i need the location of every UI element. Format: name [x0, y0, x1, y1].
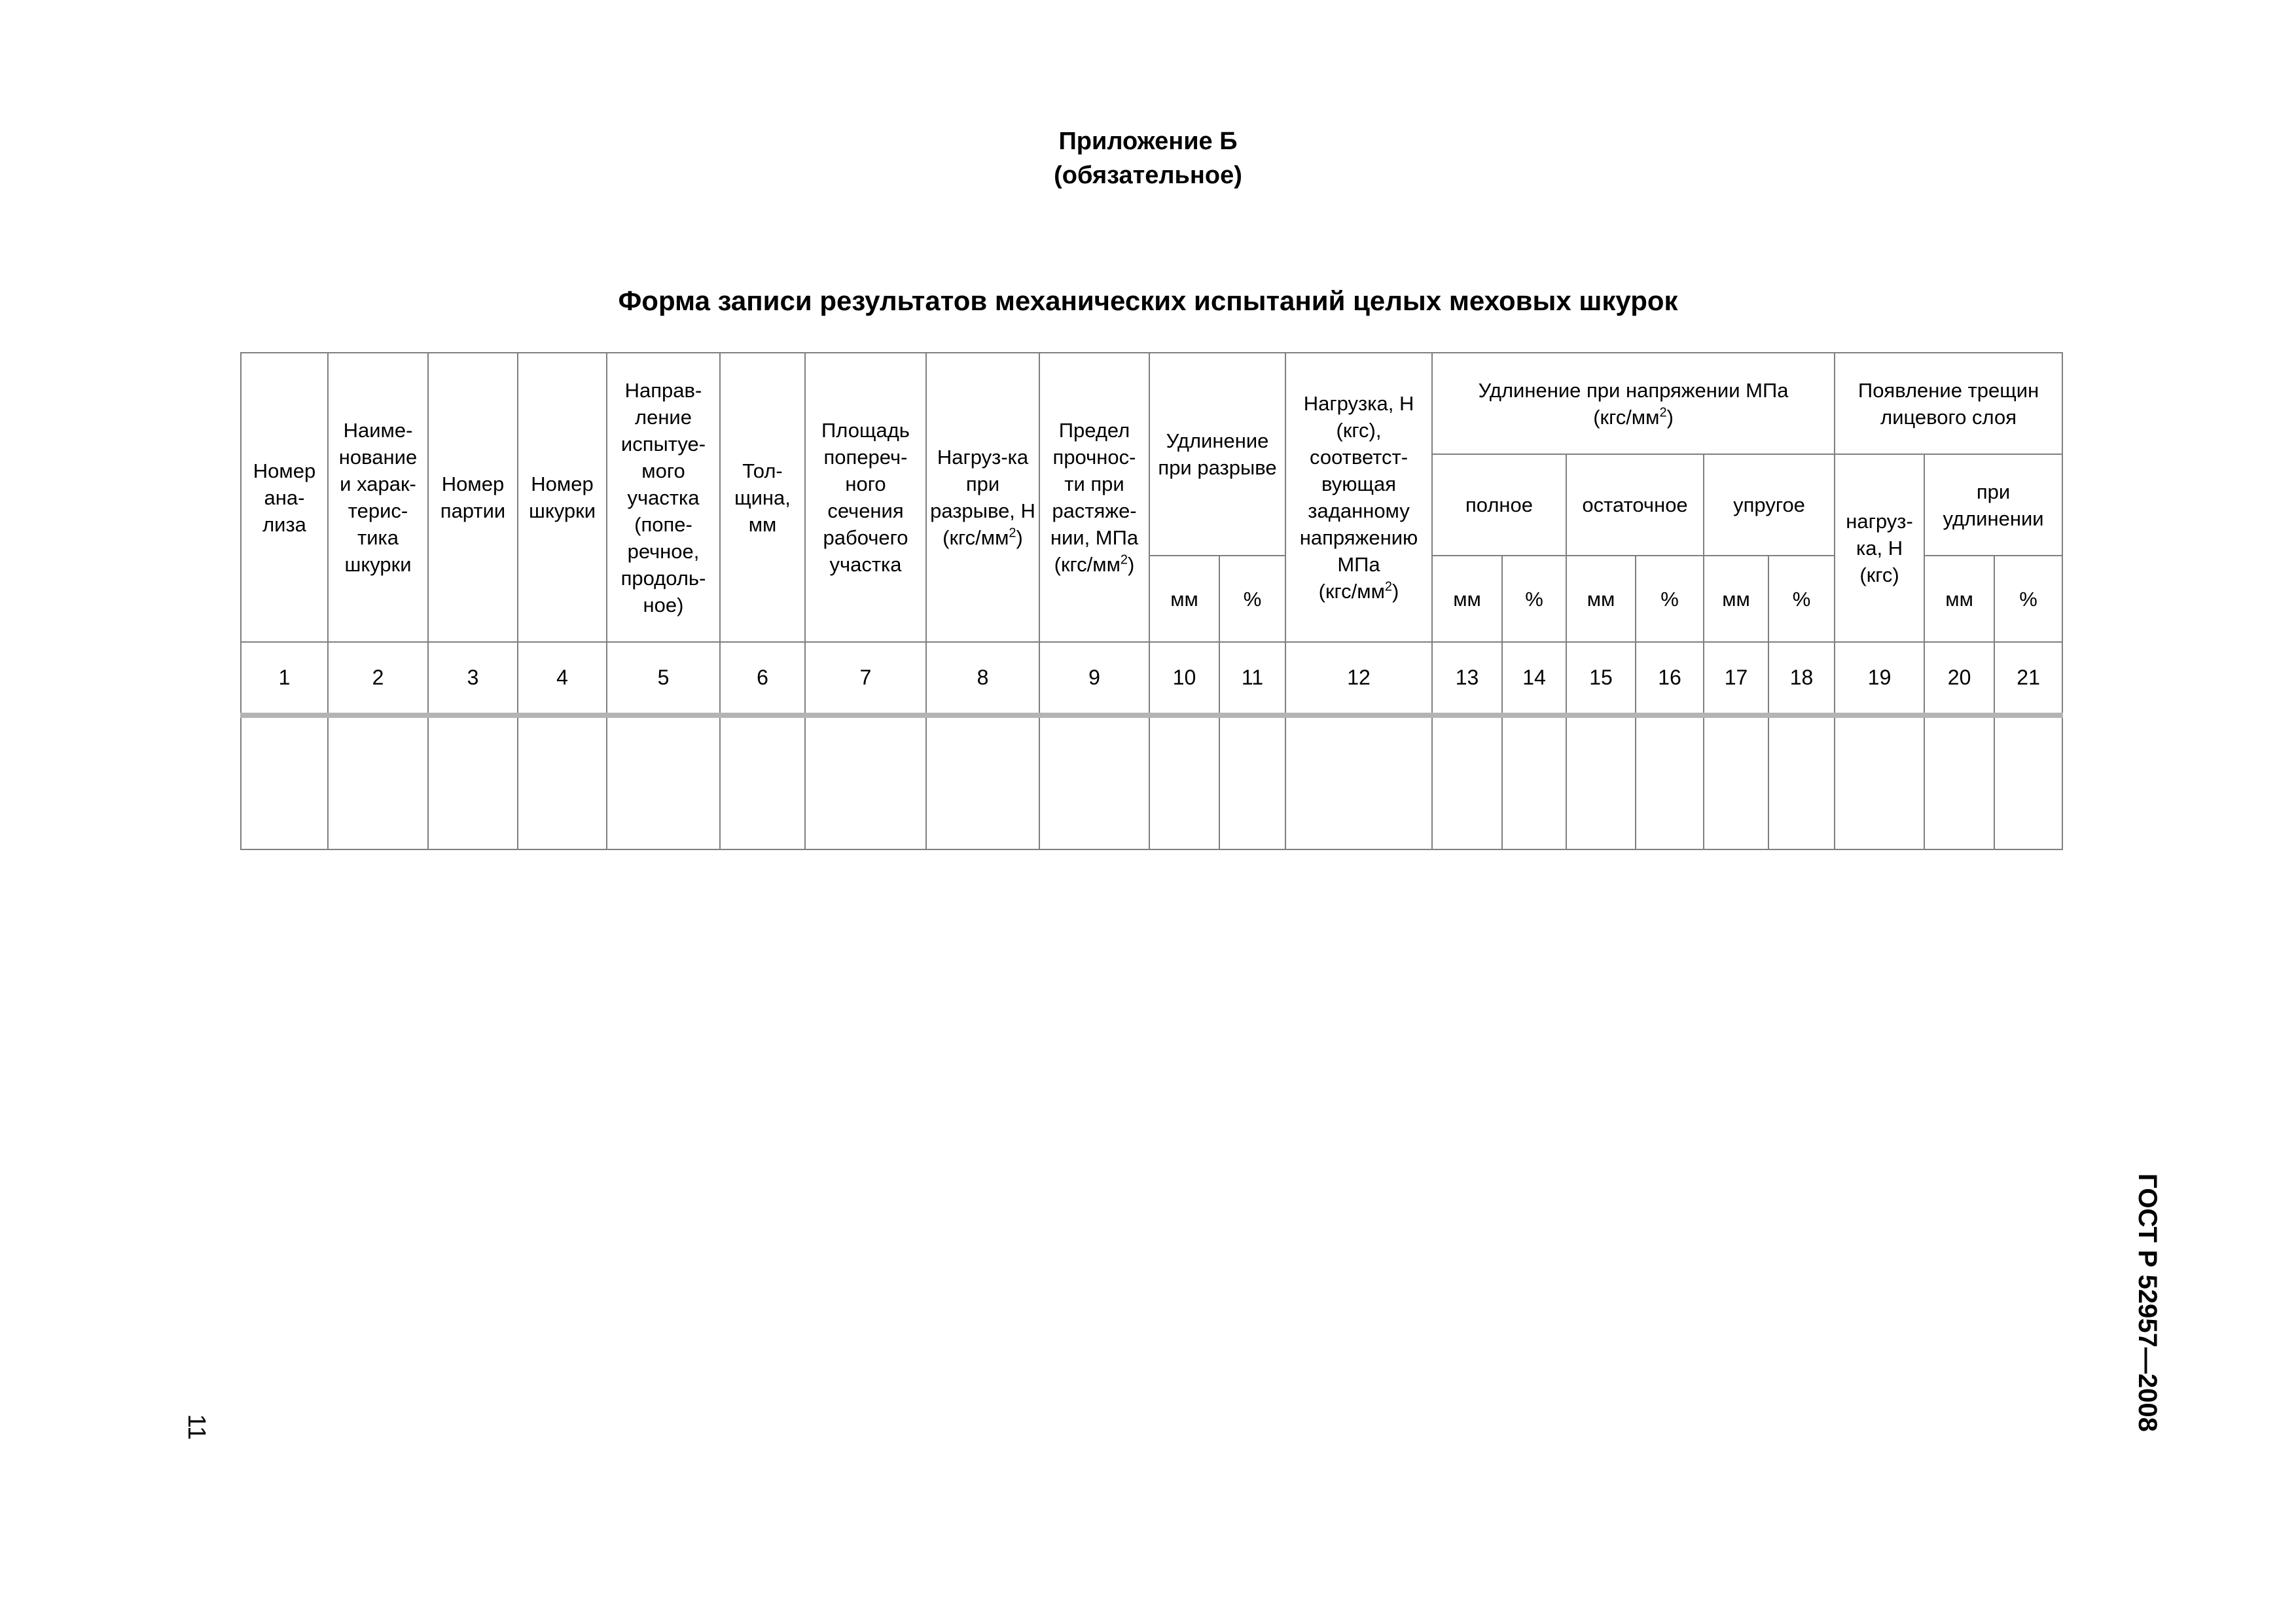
header-unit-percent: %: [1994, 556, 2062, 642]
column-number: 18: [1768, 642, 1835, 715]
close-paren: ): [1016, 526, 1023, 549]
header-elongation-at-stress-text: Удлинение при напряжении МПа: [1478, 378, 1789, 402]
close-paren: ): [1392, 580, 1399, 603]
data-cell: [1432, 715, 1502, 849]
data-cell: [1704, 715, 1768, 849]
standard-designation-text: ГОСТ Р 52957—2008: [2132, 1173, 2162, 1432]
data-cell: [1994, 715, 2062, 849]
data-cell: [518, 715, 607, 849]
form-title: Форма записи результатов механических испытаний целых меховых шкурок: [618, 285, 1678, 316]
column-number: 10: [1149, 642, 1219, 715]
standard-designation: [2121, 1165, 2173, 1440]
data-cell: [805, 715, 926, 849]
header-unit-mm: мм: [1149, 556, 1219, 642]
column-number: 6: [720, 642, 805, 715]
header-unit-percent: %: [1219, 556, 1285, 642]
data-cell: [1566, 715, 1636, 849]
test-results-form-table: [240, 352, 2063, 850]
data-cell: [1039, 715, 1149, 849]
empty-data-row: [241, 715, 2062, 849]
column-number: 16: [1636, 642, 1704, 715]
data-cell: [1502, 715, 1566, 849]
header-unit-mm: мм: [1432, 556, 1502, 642]
data-cell: [1768, 715, 1835, 849]
header-cross-section-area: Площадь попереч-ного сечения рабочего участка: [805, 353, 926, 642]
header-load-at-stress: [1285, 353, 1432, 642]
column-number: 7: [805, 642, 926, 715]
column-number: 1: [241, 642, 328, 715]
header-batch-number: Номер партии: [428, 353, 518, 642]
close-paren: ): [1128, 553, 1135, 576]
superscript-2: 2: [1659, 405, 1667, 420]
header-full: полное: [1432, 454, 1566, 556]
data-cell: [1285, 715, 1432, 849]
header-tensile-strength-text: Предел прочнос-ти при растяже-нии, МПа: [1050, 419, 1139, 549]
column-number: 14: [1502, 642, 1566, 715]
data-cell: [1835, 715, 1924, 849]
column-number: 2: [328, 642, 428, 715]
superscript-2: 2: [1384, 579, 1393, 594]
data-cell: [720, 715, 805, 849]
header-unit-percent: %: [1636, 556, 1704, 642]
header-skin-name: Наиме-нование и харак-терис-тика шкурки: [328, 353, 428, 642]
appendix-status: (обязательное): [1054, 162, 1242, 189]
header-unit-mm: мм: [1566, 556, 1636, 642]
data-cell: [241, 715, 328, 849]
header-analysis-number: Номер ана-лиза: [241, 353, 328, 642]
column-number: 20: [1924, 642, 1994, 715]
header-crack-load: нагруз-ка, Н (кгс): [1835, 454, 1924, 642]
column-number-row: [241, 642, 2062, 715]
header-breaking-load-unit: (кгс/мм: [942, 526, 1009, 549]
column-number: 12: [1285, 642, 1432, 715]
header-elongation-at-stress-unit: (кгс/мм: [1593, 405, 1660, 429]
data-cell: [1149, 715, 1219, 849]
header-breaking-load: [926, 353, 1039, 642]
header-unit-mm: мм: [1704, 556, 1768, 642]
data-cell: [428, 715, 518, 849]
data-cell: [1219, 715, 1285, 849]
header-face-layer-cracks: Появление трещин лицевого слоя: [1835, 353, 2062, 454]
header-load-at-stress-unit: (кгс/мм: [1318, 580, 1385, 603]
header-skin-number: Номер шкурки: [518, 353, 607, 642]
column-number: 13: [1432, 642, 1502, 715]
superscript-2: 2: [1120, 552, 1128, 567]
header-thickness: Тол-щина, мм: [720, 353, 805, 642]
column-number: 9: [1039, 642, 1149, 715]
appendix-label: Приложение Б: [1058, 128, 1238, 155]
column-number: 5: [607, 642, 720, 715]
column-number: 8: [926, 642, 1039, 715]
column-number: 19: [1835, 642, 1924, 715]
data-cell: [926, 715, 1039, 849]
data-cell: [607, 715, 720, 849]
column-number: 15: [1566, 642, 1636, 715]
header-elongation-at-stress: [1432, 353, 1835, 454]
header-unit-mm: мм: [1924, 556, 1994, 642]
data-cell: [1924, 715, 1994, 849]
page-number-text: 11: [183, 1414, 211, 1440]
header-unit-percent: %: [1768, 556, 1835, 642]
close-paren: ): [1666, 405, 1674, 429]
header-tensile-strength: [1039, 353, 1149, 642]
data-cell: [328, 715, 428, 849]
column-number: 21: [1994, 642, 2062, 715]
header-residual: остаточное: [1566, 454, 1704, 556]
header-elongation-at-break: Удлинение при разрыве: [1149, 353, 1285, 556]
header-load-at-stress-text: Нагрузка, Н (кгс), соответст-вующая заданному напряжению МПа: [1299, 392, 1418, 576]
header-at-elongation: при удлинении: [1924, 454, 2062, 556]
column-number: 4: [518, 642, 607, 715]
column-number: 17: [1704, 642, 1768, 715]
column-number: 3: [428, 642, 518, 715]
page-number: [177, 1400, 216, 1453]
header-unit-percent: %: [1502, 556, 1566, 642]
header-breaking-load-text: Нагруз-ка при разрыве, Н: [930, 446, 1035, 522]
header-elastic: упругое: [1704, 454, 1835, 556]
appendix-heading: [0, 124, 2296, 192]
header-direction: Направ-ление испытуе-мого участка (попе-речное, продоль-ное): [607, 353, 720, 642]
header-tensile-strength-unit: (кгс/мм: [1054, 553, 1121, 576]
superscript-2: 2: [1009, 526, 1016, 541]
data-cell: [1636, 715, 1704, 849]
column-number: 11: [1219, 642, 1285, 715]
